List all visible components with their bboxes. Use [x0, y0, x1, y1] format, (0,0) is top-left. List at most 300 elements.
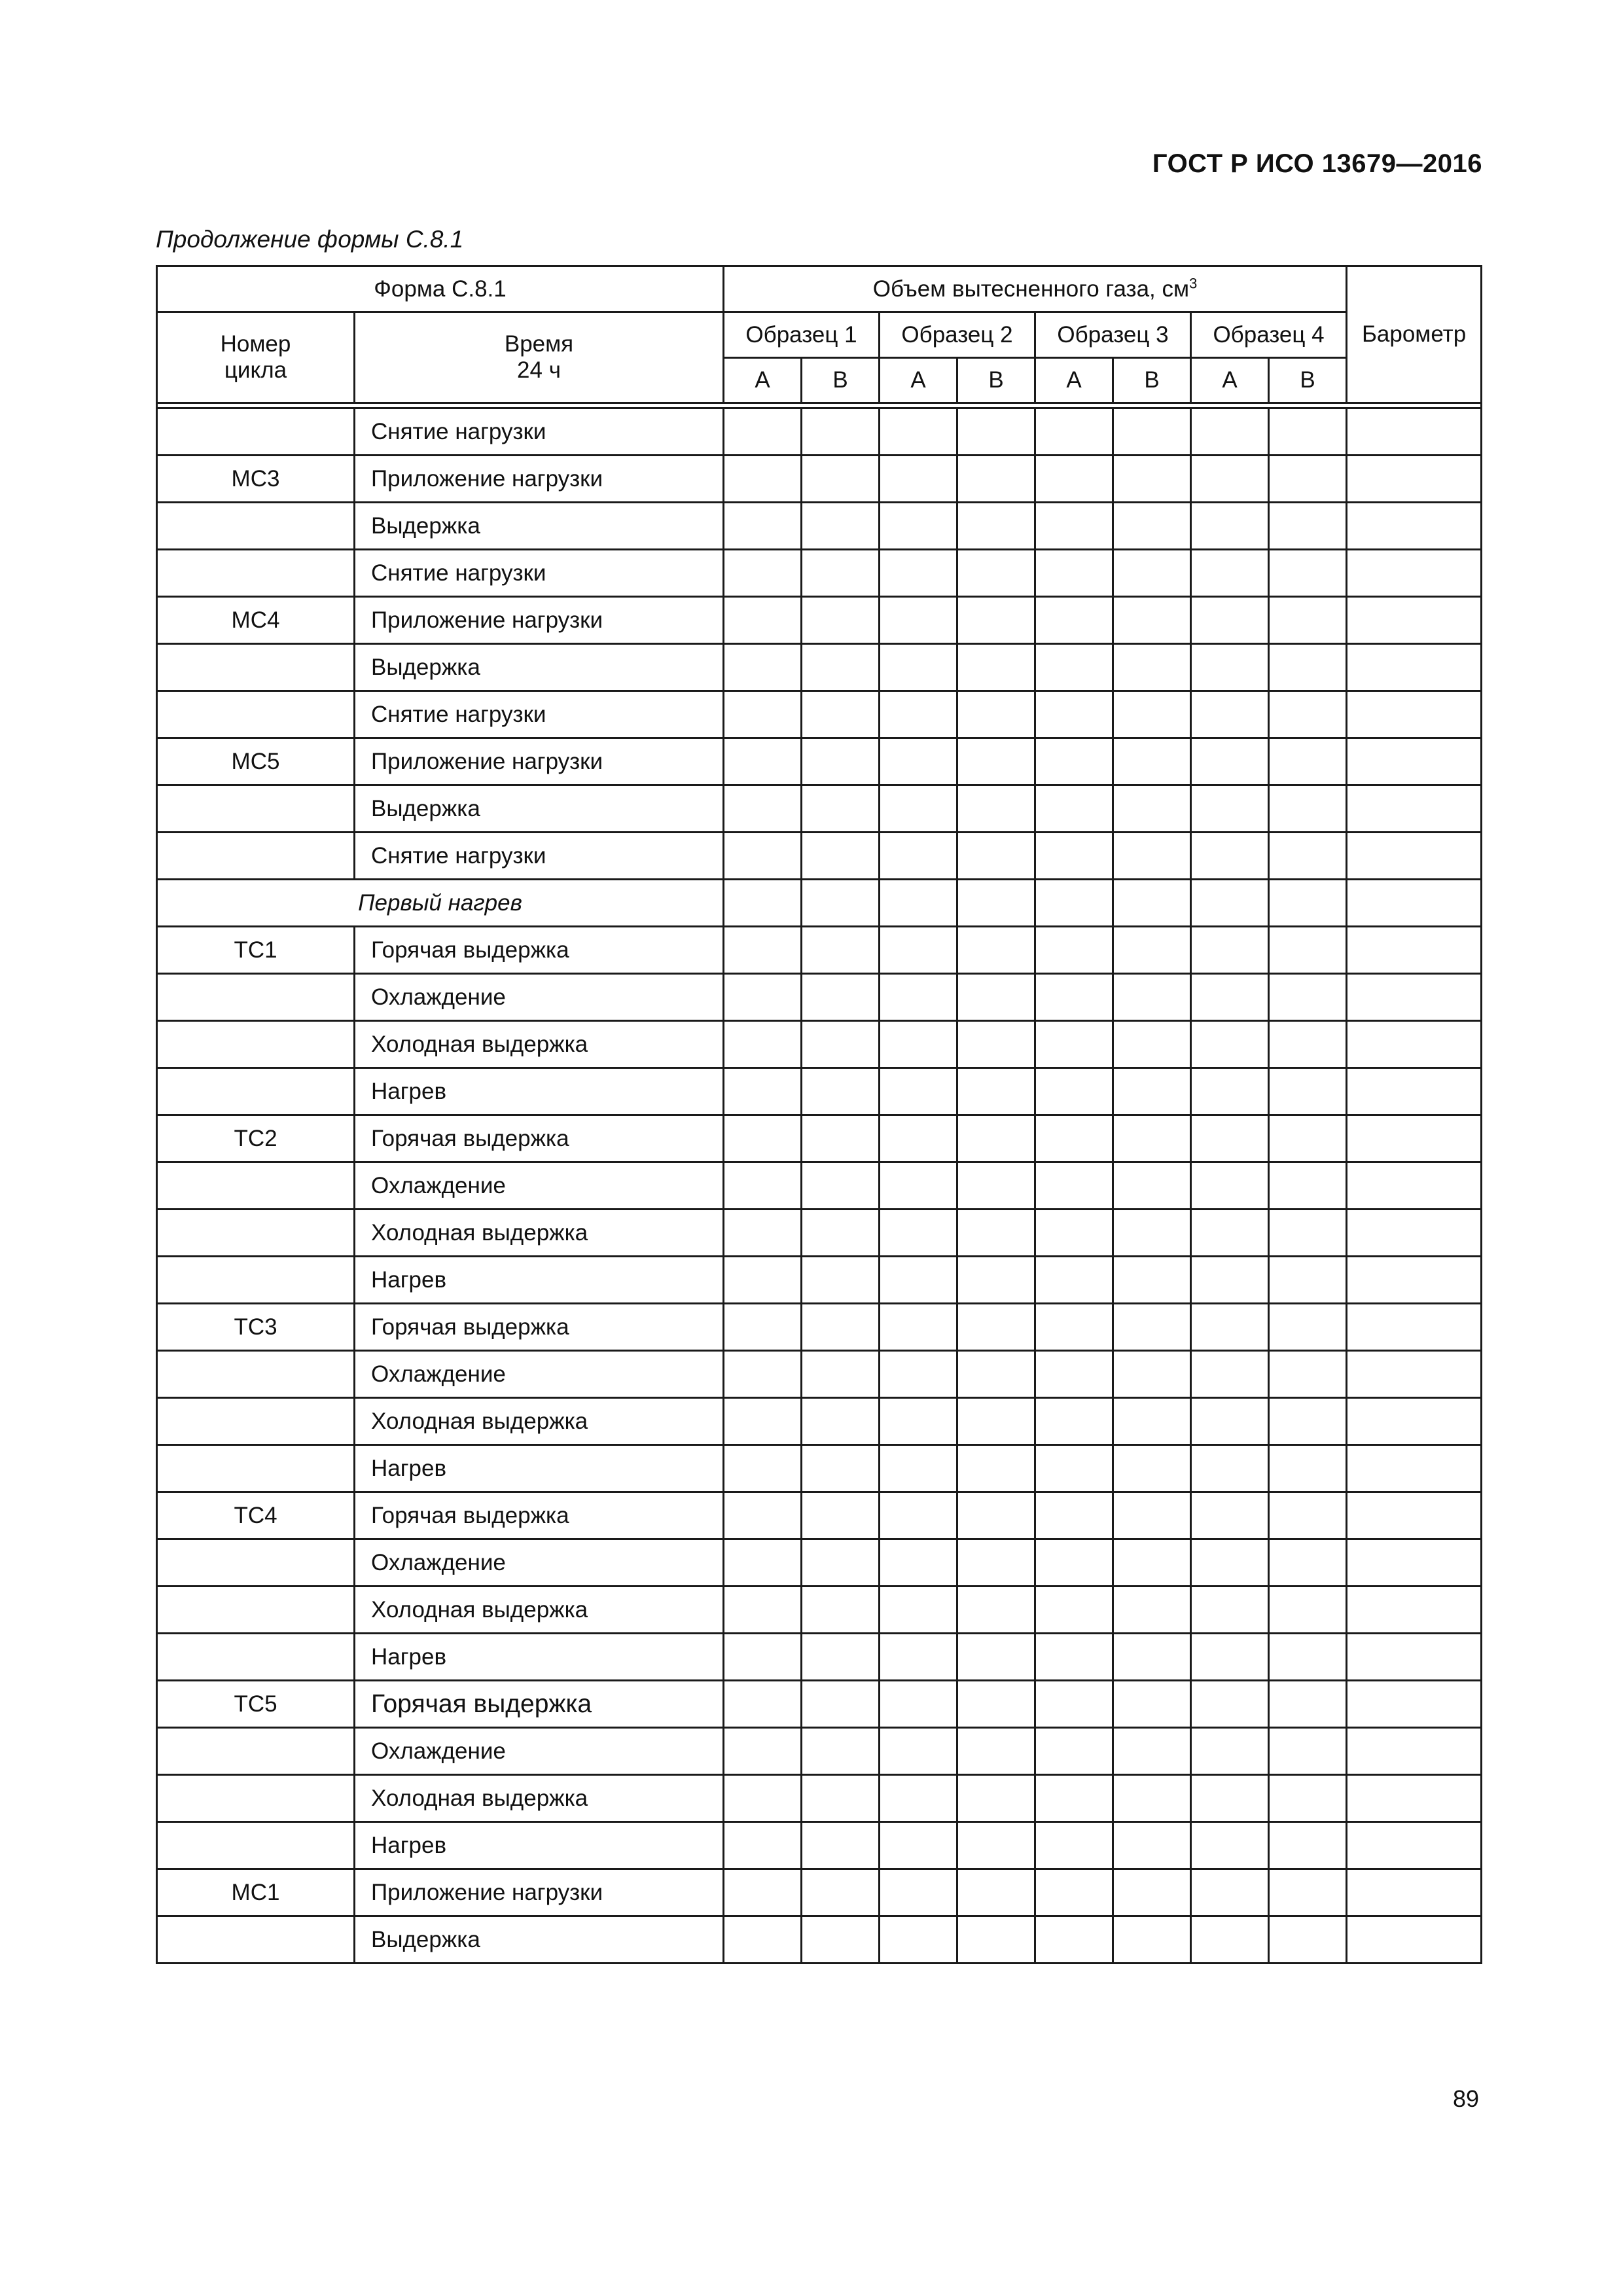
volume-entry-cell[interactable] [1035, 1539, 1113, 1587]
barometer-entry-cell[interactable] [1347, 597, 1482, 644]
barometer-entry-cell[interactable] [1347, 785, 1482, 833]
barometer-entry-cell[interactable] [1347, 1587, 1482, 1634]
volume-entry-cell[interactable] [1035, 1445, 1113, 1492]
volume-entry-cell[interactable] [1113, 1257, 1191, 1304]
volume-entry-cell[interactable] [1035, 1775, 1113, 1822]
barometer-entry-cell[interactable] [1347, 927, 1482, 974]
volume-entry-cell[interactable] [802, 1021, 880, 1068]
volume-entry-cell[interactable] [880, 1257, 957, 1304]
volume-entry-cell[interactable] [1191, 1162, 1269, 1210]
volume-entry-cell[interactable] [1191, 785, 1269, 833]
volume-entry-cell[interactable] [1035, 1634, 1113, 1681]
volume-entry-cell[interactable] [957, 1257, 1035, 1304]
volume-entry-cell[interactable] [1035, 738, 1113, 785]
volume-entry-cell[interactable] [957, 408, 1035, 456]
volume-entry-cell[interactable] [724, 1115, 802, 1162]
volume-entry-cell[interactable] [1035, 503, 1113, 550]
volume-entry-cell[interactable] [724, 833, 802, 880]
volume-entry-cell[interactable] [1113, 1822, 1191, 1869]
volume-entry-cell[interactable] [957, 691, 1035, 738]
table-row [157, 1398, 1482, 1445]
volume-entry-cell[interactable] [1035, 1021, 1113, 1068]
volume-entry-cell[interactable] [880, 1822, 957, 1869]
volume-entry-cell[interactable] [802, 1068, 880, 1115]
volume-entry-cell[interactable] [724, 1492, 802, 1539]
volume-entry-cell[interactable] [1035, 1115, 1113, 1162]
volume-entry-cell[interactable] [802, 691, 880, 738]
volume-entry-cell[interactable] [1191, 1822, 1269, 1869]
volume-entry-cell[interactable] [802, 1587, 880, 1634]
barometer-entry-cell[interactable] [1347, 1681, 1482, 1728]
volume-entry-cell[interactable] [724, 597, 802, 644]
volume-entry-cell[interactable] [1035, 1728, 1113, 1775]
barometer-entry-cell[interactable] [1347, 1775, 1482, 1822]
volume-entry-cell[interactable] [957, 1539, 1035, 1587]
volume-entry-cell[interactable] [880, 408, 957, 456]
volume-entry-cell[interactable] [802, 927, 880, 974]
volume-entry-cell[interactable] [802, 1869, 880, 1916]
volume-entry-cell[interactable] [1269, 974, 1347, 1021]
volume-entry-cell[interactable] [880, 503, 957, 550]
volume-entry-cell[interactable] [1035, 1068, 1113, 1115]
volume-entry-cell[interactable] [1191, 1681, 1269, 1728]
volume-entry-cell[interactable] [1269, 1539, 1347, 1587]
volume-entry-cell[interactable] [880, 1068, 957, 1115]
barometer-entry-cell[interactable] [1347, 456, 1482, 503]
volume-entry-cell[interactable] [1113, 1634, 1191, 1681]
volume-entry-cell[interactable] [1269, 408, 1347, 456]
volume-entry-cell[interactable] [957, 880, 1035, 927]
volume-entry-cell[interactable] [1269, 1445, 1347, 1492]
volume-entry-cell[interactable] [1035, 880, 1113, 927]
volume-entry-cell[interactable] [802, 644, 880, 691]
volume-entry-cell[interactable] [724, 785, 802, 833]
volume-entry-cell[interactable] [1035, 1869, 1113, 1916]
volume-entry-cell[interactable] [1269, 1162, 1347, 1210]
volume-entry-cell[interactable] [724, 644, 802, 691]
barometer-entry-cell[interactable] [1347, 1869, 1482, 1916]
volume-entry-cell[interactable] [1113, 550, 1191, 597]
barometer-entry-cell[interactable] [1347, 1634, 1482, 1681]
volume-entry-cell[interactable] [957, 1728, 1035, 1775]
volume-entry-cell[interactable] [880, 1162, 957, 1210]
volume-entry-cell[interactable] [1113, 833, 1191, 880]
volume-entry-cell[interactable] [1269, 785, 1347, 833]
volume-entry-cell[interactable] [1035, 927, 1113, 974]
volume-entry-cell[interactable] [802, 1728, 880, 1775]
barometer-entry-cell[interactable] [1347, 1398, 1482, 1445]
volume-entry-cell[interactable] [1113, 880, 1191, 927]
volume-entry-cell[interactable] [724, 1162, 802, 1210]
volume-entry-cell[interactable] [1191, 597, 1269, 644]
volume-entry-cell[interactable] [957, 1445, 1035, 1492]
volume-entry-cell[interactable] [724, 1021, 802, 1068]
barometer-entry-cell[interactable] [1347, 1539, 1482, 1587]
volume-entry-cell[interactable] [880, 1869, 957, 1916]
volume-entry-cell[interactable] [802, 1115, 880, 1162]
volume-entry-cell[interactable] [957, 1775, 1035, 1822]
volume-entry-cell[interactable] [1269, 1210, 1347, 1257]
volume-entry-cell[interactable] [1269, 833, 1347, 880]
volume-entry-cell[interactable] [1035, 644, 1113, 691]
volume-entry-cell[interactable] [957, 1162, 1035, 1210]
volume-entry-cell[interactable] [1113, 1068, 1191, 1115]
volume-entry-cell[interactable] [1035, 550, 1113, 597]
volume-entry-cell[interactable] [957, 974, 1035, 1021]
volume-entry-cell[interactable] [957, 1869, 1035, 1916]
volume-entry-cell[interactable] [1035, 974, 1113, 1021]
volume-entry-cell[interactable] [724, 1587, 802, 1634]
volume-entry-cell[interactable] [1191, 408, 1269, 456]
volume-entry-cell[interactable] [1113, 456, 1191, 503]
volume-entry-cell[interactable] [1191, 1351, 1269, 1398]
volume-entry-cell[interactable] [957, 1068, 1035, 1115]
volume-entry-cell[interactable] [957, 1351, 1035, 1398]
volume-entry-cell[interactable] [880, 1210, 957, 1257]
volume-entry-cell[interactable] [957, 1398, 1035, 1445]
barometer-entry-cell[interactable] [1347, 1822, 1482, 1869]
volume-entry-cell[interactable] [1191, 503, 1269, 550]
barometer-entry-cell[interactable] [1347, 738, 1482, 785]
barometer-entry-cell[interactable] [1347, 1916, 1482, 1964]
volume-entry-cell[interactable] [957, 1492, 1035, 1539]
volume-entry-cell[interactable] [1113, 1162, 1191, 1210]
volume-entry-cell[interactable] [880, 927, 957, 974]
volume-entry-cell[interactable] [880, 1916, 957, 1964]
volume-entry-cell[interactable] [1269, 644, 1347, 691]
volume-entry-cell[interactable] [880, 1351, 957, 1398]
volume-entry-cell[interactable] [1113, 1115, 1191, 1162]
volume-entry-cell[interactable] [1113, 1351, 1191, 1398]
volume-entry-cell[interactable] [880, 1115, 957, 1162]
volume-entry-cell[interactable] [1269, 1115, 1347, 1162]
volume-entry-cell[interactable] [724, 1775, 802, 1822]
volume-entry-cell[interactable] [724, 1634, 802, 1681]
volume-entry-cell[interactable] [1035, 1681, 1113, 1728]
volume-entry-cell[interactable] [724, 1210, 802, 1257]
volume-entry-cell[interactable] [1113, 408, 1191, 456]
volume-entry-cell[interactable] [1113, 1916, 1191, 1964]
volume-entry-cell[interactable] [724, 456, 802, 503]
volume-entry-cell[interactable] [957, 1587, 1035, 1634]
volume-entry-cell[interactable] [1191, 1068, 1269, 1115]
barometer-entry-cell[interactable] [1347, 1068, 1482, 1115]
volume-entry-cell[interactable] [802, 503, 880, 550]
volume-entry-cell[interactable] [1113, 1539, 1191, 1587]
volume-entry-cell[interactable] [880, 1445, 957, 1492]
volume-entry-cell[interactable] [1035, 408, 1113, 456]
volume-entry-cell[interactable] [1269, 927, 1347, 974]
volume-entry-cell[interactable] [957, 1681, 1035, 1728]
volume-entry-cell[interactable] [1035, 1257, 1113, 1304]
barometer-entry-cell[interactable] [1347, 503, 1482, 550]
volume-entry-cell[interactable] [1113, 1681, 1191, 1728]
volume-entry-cell[interactable] [1113, 1398, 1191, 1445]
volume-entry-cell[interactable] [957, 927, 1035, 974]
barometer-entry-cell[interactable] [1347, 644, 1482, 691]
volume-entry-cell[interactable] [1191, 833, 1269, 880]
volume-entry-cell[interactable] [957, 833, 1035, 880]
volume-entry-cell[interactable] [724, 550, 802, 597]
barometer-entry-cell[interactable] [1347, 1115, 1482, 1162]
volume-entry-cell[interactable] [1269, 1681, 1347, 1728]
volume-entry-cell[interactable] [802, 974, 880, 1021]
volume-entry-cell[interactable] [1113, 1445, 1191, 1492]
barometer-entry-cell[interactable] [1347, 691, 1482, 738]
volume-entry-cell[interactable] [1191, 1210, 1269, 1257]
volume-entry-cell[interactable] [1113, 1492, 1191, 1539]
volume-entry-cell[interactable] [1269, 550, 1347, 597]
volume-entry-cell[interactable] [1113, 644, 1191, 691]
volume-entry-cell[interactable] [802, 1634, 880, 1681]
volume-entry-cell[interactable] [802, 1257, 880, 1304]
volume-entry-cell[interactable] [724, 503, 802, 550]
volume-entry-cell[interactable] [802, 880, 880, 927]
volume-entry-cell[interactable] [1035, 1492, 1113, 1539]
volume-entry-cell[interactable] [880, 691, 957, 738]
volume-entry-cell[interactable] [724, 1822, 802, 1869]
volume-entry-cell[interactable] [957, 1916, 1035, 1964]
volume-entry-cell[interactable] [957, 1634, 1035, 1681]
volume-entry-cell[interactable] [880, 597, 957, 644]
volume-entry-cell[interactable] [802, 1822, 880, 1869]
volume-entry-cell[interactable] [1035, 1822, 1113, 1869]
volume-entry-cell[interactable] [802, 1210, 880, 1257]
barometer-entry-cell[interactable] [1347, 1021, 1482, 1068]
volume-entry-cell[interactable] [880, 1304, 957, 1351]
volume-entry-cell[interactable] [802, 1162, 880, 1210]
volume-entry-cell[interactable] [880, 1728, 957, 1775]
volume-entry-cell[interactable] [724, 1398, 802, 1445]
volume-entry-cell[interactable] [1113, 1304, 1191, 1351]
volume-entry-cell[interactable] [1269, 1916, 1347, 1964]
volume-entry-cell[interactable] [1269, 1304, 1347, 1351]
volume-entry-cell[interactable] [1269, 1068, 1347, 1115]
volume-entry-cell[interactable] [724, 1728, 802, 1775]
barometer-entry-cell[interactable] [1347, 1162, 1482, 1210]
volume-entry-cell[interactable] [724, 1068, 802, 1115]
volume-entry-cell[interactable] [880, 1539, 957, 1587]
volume-entry-cell[interactable] [880, 644, 957, 691]
volume-entry-cell[interactable] [1269, 597, 1347, 644]
volume-entry-cell[interactable] [957, 1822, 1035, 1869]
volume-entry-cell[interactable] [1191, 1775, 1269, 1822]
volume-entry-cell[interactable] [1191, 1445, 1269, 1492]
volume-entry-cell[interactable] [880, 456, 957, 503]
volume-entry-cell[interactable] [1191, 1304, 1269, 1351]
volume-entry-cell[interactable] [880, 1398, 957, 1445]
volume-entry-cell[interactable] [802, 1398, 880, 1445]
barometer-entry-cell[interactable] [1347, 1445, 1482, 1492]
volume-entry-cell[interactable] [1269, 1775, 1347, 1822]
volume-entry-cell[interactable] [1191, 1021, 1269, 1068]
volume-entry-cell[interactable] [1191, 927, 1269, 974]
volume-entry-cell[interactable] [1113, 1869, 1191, 1916]
volume-entry-cell[interactable] [1191, 456, 1269, 503]
volume-entry-cell[interactable] [1035, 456, 1113, 503]
volume-entry-cell[interactable] [1035, 1398, 1113, 1445]
volume-entry-cell[interactable] [1269, 738, 1347, 785]
volume-entry-cell[interactable] [1113, 1021, 1191, 1068]
volume-entry-cell[interactable] [1113, 1728, 1191, 1775]
cycle-number-cell [157, 691, 355, 738]
volume-entry-cell[interactable] [880, 880, 957, 927]
volume-entry-cell[interactable] [1191, 1634, 1269, 1681]
volume-entry-cell[interactable] [1113, 927, 1191, 974]
volume-entry-cell[interactable] [1269, 456, 1347, 503]
volume-entry-cell[interactable] [880, 1021, 957, 1068]
volume-entry-cell[interactable] [802, 785, 880, 833]
barometer-entry-cell[interactable] [1347, 1304, 1482, 1351]
volume-entry-cell[interactable] [1113, 785, 1191, 833]
volume-entry-cell[interactable] [1113, 691, 1191, 738]
volume-entry-cell[interactable] [1191, 1539, 1269, 1587]
volume-entry-cell[interactable] [1035, 1587, 1113, 1634]
volume-entry-cell[interactable] [1113, 974, 1191, 1021]
volume-entry-cell[interactable] [802, 408, 880, 456]
volume-entry-cell[interactable] [802, 1351, 880, 1398]
volume-entry-cell[interactable] [880, 1775, 957, 1822]
volume-entry-cell[interactable] [1035, 691, 1113, 738]
volume-entry-cell[interactable] [724, 1304, 802, 1351]
volume-entry-cell[interactable] [802, 1916, 880, 1964]
volume-entry-cell[interactable] [1269, 691, 1347, 738]
volume-entry-cell[interactable] [1269, 1869, 1347, 1916]
volume-entry-cell[interactable] [724, 1445, 802, 1492]
volume-entry-cell[interactable] [1269, 880, 1347, 927]
volume-entry-cell[interactable] [880, 1587, 957, 1634]
volume-entry-cell[interactable] [1191, 1869, 1269, 1916]
volume-entry-cell[interactable] [1269, 1634, 1347, 1681]
volume-entry-cell[interactable] [1035, 597, 1113, 644]
volume-entry-cell[interactable] [724, 927, 802, 974]
volume-entry-cell[interactable] [1113, 1775, 1191, 1822]
volume-entry-cell[interactable] [1191, 1492, 1269, 1539]
volume-entry-cell[interactable] [802, 1445, 880, 1492]
volume-entry-cell[interactable] [802, 1492, 880, 1539]
volume-entry-cell[interactable] [724, 1681, 802, 1728]
volume-entry-cell[interactable] [1191, 738, 1269, 785]
volume-entry-cell[interactable] [1035, 1304, 1113, 1351]
volume-entry-cell[interactable] [1269, 1257, 1347, 1304]
volume-entry-cell[interactable] [957, 738, 1035, 785]
volume-entry-cell[interactable] [1191, 1115, 1269, 1162]
volume-entry-cell[interactable] [1269, 1398, 1347, 1445]
barometer-entry-cell[interactable] [1347, 880, 1482, 927]
barometer-entry-cell[interactable] [1347, 1351, 1482, 1398]
volume-entry-cell[interactable] [957, 1304, 1035, 1351]
volume-entry-cell[interactable] [880, 1681, 957, 1728]
volume-entry-cell[interactable] [1035, 833, 1113, 880]
volume-entry-cell[interactable] [1191, 1728, 1269, 1775]
volume-entry-cell[interactable] [1035, 1916, 1113, 1964]
volume-entry-cell[interactable] [802, 597, 880, 644]
barometer-entry-cell[interactable] [1347, 974, 1482, 1021]
volume-entry-cell[interactable] [1269, 1021, 1347, 1068]
volume-entry-cell[interactable] [724, 408, 802, 456]
volume-entry-cell[interactable] [1113, 738, 1191, 785]
volume-entry-cell[interactable] [802, 833, 880, 880]
barometer-entry-cell[interactable] [1347, 833, 1482, 880]
volume-entry-cell[interactable] [724, 738, 802, 785]
volume-entry-cell[interactable] [1191, 880, 1269, 927]
volume-entry-cell[interactable] [724, 1916, 802, 1964]
volume-entry-cell[interactable] [724, 1257, 802, 1304]
volume-entry-cell[interactable] [802, 1539, 880, 1587]
volume-entry-cell[interactable] [802, 1775, 880, 1822]
volume-entry-cell[interactable] [1191, 691, 1269, 738]
volume-entry-cell[interactable] [1191, 974, 1269, 1021]
volume-entry-cell[interactable] [1113, 1587, 1191, 1634]
volume-entry-cell[interactable] [957, 1115, 1035, 1162]
volume-entry-cell[interactable] [1113, 597, 1191, 644]
volume-entry-cell[interactable] [880, 974, 957, 1021]
volume-entry-cell[interactable] [880, 833, 957, 880]
volume-entry-cell[interactable] [724, 880, 802, 927]
volume-entry-cell[interactable] [1035, 1351, 1113, 1398]
volume-entry-cell[interactable] [1191, 1257, 1269, 1304]
table-row [157, 974, 1482, 1021]
volume-entry-cell[interactable] [957, 644, 1035, 691]
volume-entry-cell[interactable] [802, 1304, 880, 1351]
volume-entry-cell[interactable] [957, 456, 1035, 503]
volume-entry-cell[interactable] [880, 550, 957, 597]
volume-entry-cell[interactable] [802, 1681, 880, 1728]
volume-entry-cell[interactable] [1035, 1162, 1113, 1210]
volume-entry-cell[interactable] [957, 550, 1035, 597]
barometer-entry-cell[interactable] [1347, 408, 1482, 456]
volume-entry-cell[interactable] [724, 1351, 802, 1398]
barometer-entry-cell[interactable] [1347, 1257, 1482, 1304]
volume-entry-cell[interactable] [1269, 1822, 1347, 1869]
volume-entry-cell[interactable] [957, 785, 1035, 833]
volume-entry-cell[interactable] [1113, 1210, 1191, 1257]
volume-entry-cell[interactable] [1269, 1728, 1347, 1775]
volume-entry-cell[interactable] [802, 456, 880, 503]
barometer-entry-cell[interactable] [1347, 1492, 1482, 1539]
volume-entry-cell[interactable] [1113, 503, 1191, 550]
volume-entry-cell[interactable] [1269, 1492, 1347, 1539]
volume-entry-cell[interactable] [957, 597, 1035, 644]
volume-entry-cell[interactable] [880, 1492, 957, 1539]
volume-entry-cell[interactable] [724, 1539, 802, 1587]
volume-entry-cell[interactable] [880, 785, 957, 833]
barometer-entry-cell[interactable] [1347, 550, 1482, 597]
volume-entry-cell[interactable] [1191, 550, 1269, 597]
volume-entry-cell[interactable] [957, 503, 1035, 550]
volume-entry-cell[interactable] [880, 738, 957, 785]
volume-entry-cell[interactable] [880, 1634, 957, 1681]
volume-entry-cell[interactable] [1269, 503, 1347, 550]
volume-entry-cell[interactable] [1191, 644, 1269, 691]
volume-entry-cell[interactable] [957, 1021, 1035, 1068]
volume-entry-cell[interactable] [724, 691, 802, 738]
barometer-entry-cell[interactable] [1347, 1728, 1482, 1775]
volume-entry-cell[interactable] [724, 1869, 802, 1916]
volume-entry-cell[interactable] [1035, 785, 1113, 833]
volume-entry-cell[interactable] [1035, 1210, 1113, 1257]
volume-entry-cell[interactable] [1191, 1587, 1269, 1634]
volume-entry-cell[interactable] [1269, 1587, 1347, 1634]
volume-entry-cell[interactable] [724, 974, 802, 1021]
volume-entry-cell[interactable] [1191, 1398, 1269, 1445]
barometer-entry-cell[interactable] [1347, 1210, 1482, 1257]
volume-entry-cell[interactable] [1191, 1916, 1269, 1964]
volume-entry-cell[interactable] [802, 550, 880, 597]
volume-entry-cell[interactable] [1269, 1351, 1347, 1398]
volume-entry-cell[interactable] [957, 1210, 1035, 1257]
volume-entry-cell[interactable] [802, 738, 880, 785]
